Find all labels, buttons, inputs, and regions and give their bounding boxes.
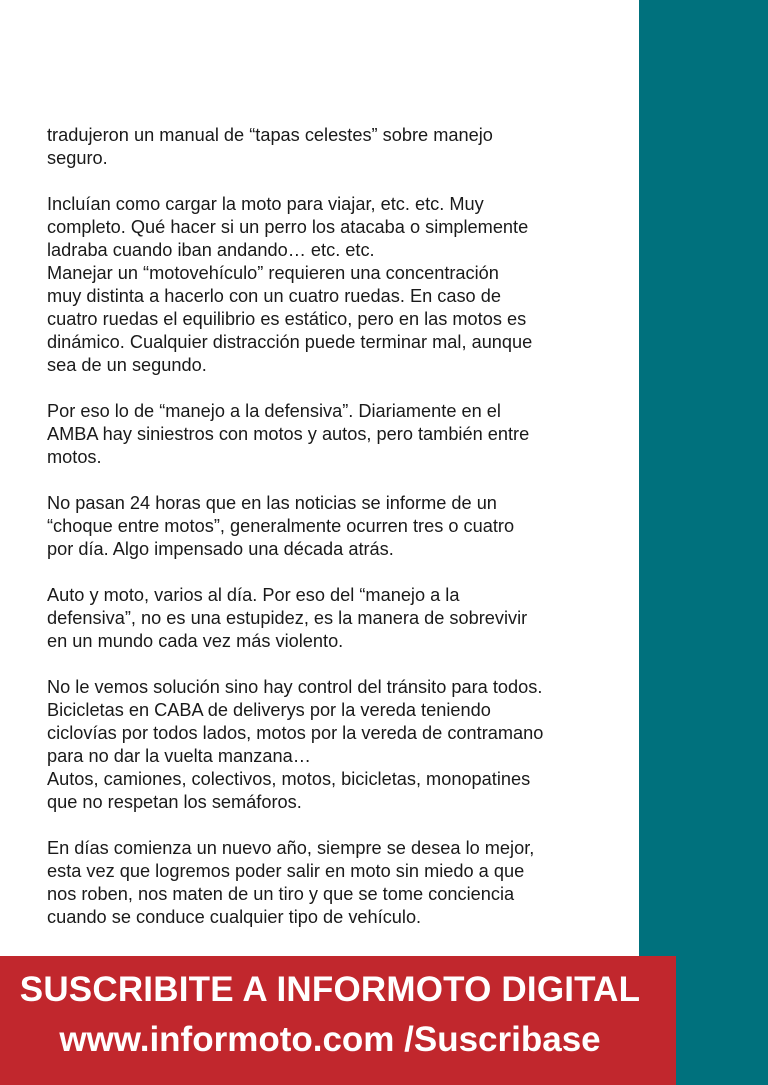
paragraph-2 [47, 193, 607, 377]
text-line: AMBA hay siniestros con motos y autos, pero también entre [47, 424, 530, 444]
text-line: en un mundo cada vez más violento. [47, 631, 344, 651]
text-line: En días comienza un nuevo año, siempre se desea lo mejor, [47, 838, 535, 858]
text-line: No pasan 24 horas que en las noticias se informe de un [47, 493, 497, 513]
text-line: Por eso lo de “manejo a la defensiva”. Diariamente en el [47, 401, 501, 421]
side-color-band [639, 0, 768, 1085]
banner-url-link[interactable]: www.informoto.com /Suscribase [59, 1020, 601, 1059]
text-line: sea de un segundo. [47, 355, 207, 375]
paragraph-6 [47, 676, 607, 814]
text-line: ciclovías por todos lados, motos por la vereda de contramano [47, 723, 544, 743]
text-line: ladraba cuando iban andando… etc. etc. [47, 240, 375, 260]
text-line: No le vemos solución sino hay control del tránsito para todos. [47, 677, 543, 697]
text-line: Autos, camiones, colectivos, motos, bicicletas, monopatines [47, 769, 531, 789]
paragraph-1 [47, 124, 607, 170]
text-line: muy distinta a hacerlo con un cuatro ruedas. En caso de [47, 286, 501, 306]
text-line: que no respetan los semáforos. [47, 792, 302, 812]
text-line: nos roben, nos maten de un tiro y que se tome conciencia [47, 884, 515, 904]
text-line: cuatro ruedas el equilibrio es estático, pero en las motos es [47, 309, 527, 329]
text-line: esta vez que logremos poder salir en moto sin miedo a que [47, 861, 525, 881]
paragraph-3 [47, 400, 607, 469]
text-line: Incluían como cargar la moto para viajar, etc. etc. Muy [47, 194, 484, 214]
paragraph-4 [47, 492, 607, 561]
subscribe-banner[interactable] [0, 956, 676, 1085]
text-line: Manejar un “motovehículo” requieren una concentración [47, 263, 499, 283]
article-body [47, 124, 607, 952]
banner-title: SUSCRIBITE A INFORMOTO DIGITAL [19, 970, 641, 1009]
text-line: por día. Algo impensado una década atrás. [47, 539, 394, 559]
text-line: Bicicletas en CABA de deliverys por la vereda teniendo [47, 700, 491, 720]
text-line: para no dar la vuelta manzana… [47, 746, 311, 766]
paragraph-5 [47, 584, 607, 653]
text-line: Auto y moto, varios al día. Por eso del “manejo a la [47, 585, 460, 605]
text-line: dinámico. Cualquier distracción puede terminar mal, aunque [47, 332, 533, 352]
paragraph-7 [47, 837, 607, 929]
text-line: seguro. [47, 148, 108, 168]
text-line: completo. Qué hacer si un perro los atacaba o simplemente [47, 217, 529, 237]
text-line: tradujeron un manual de “tapas celestes” sobre manejo [47, 125, 493, 145]
text-line: “choque entre motos”, generalmente ocurren tres o cuatro [47, 516, 515, 536]
text-line: cuando se conduce cualquier tipo de vehículo. [47, 907, 422, 927]
text-line: defensiva”, no es una estupidez, es la manera de sobrevivir [47, 608, 528, 628]
text-line: motos. [47, 447, 102, 467]
